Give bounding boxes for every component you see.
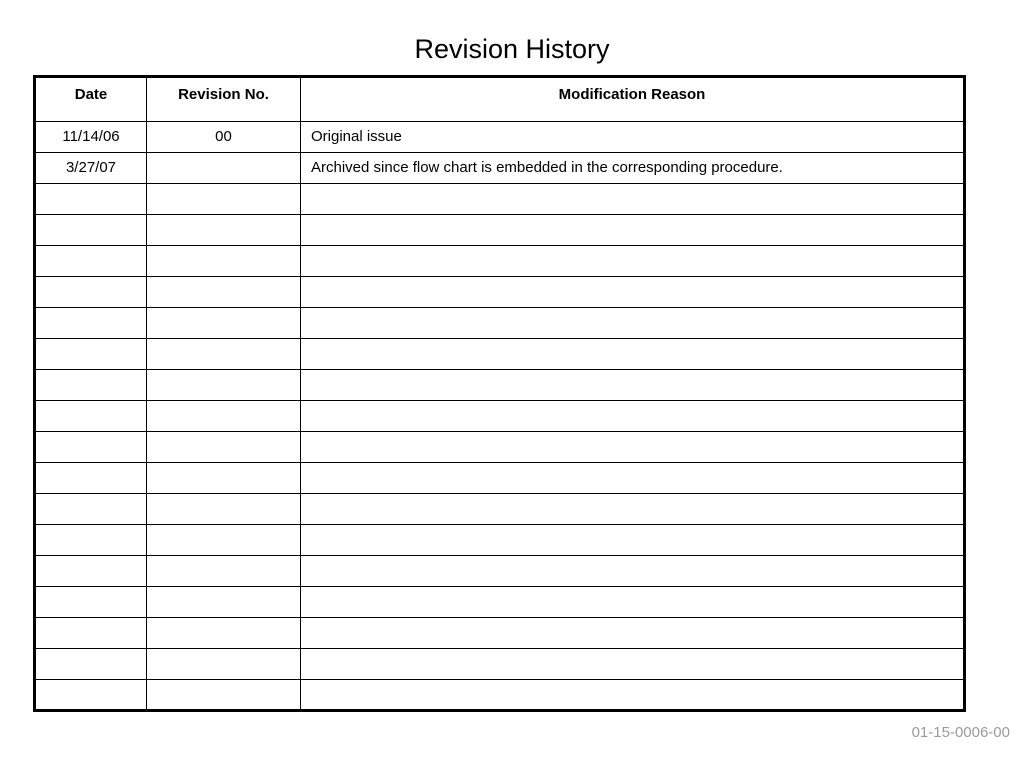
cell-date: [35, 525, 147, 556]
cell-date: [35, 277, 147, 308]
cell-date: [35, 308, 147, 339]
cell-revision-no: [147, 308, 301, 339]
cell-date: [35, 649, 147, 680]
cell-modification-reason: [301, 370, 965, 401]
table-row: [35, 308, 965, 339]
cell-modification-reason: [301, 463, 965, 494]
cell-revision-no: [147, 277, 301, 308]
table-row: [35, 525, 965, 556]
cell-revision-no: 00: [147, 122, 301, 153]
cell-modification-reason: [301, 525, 965, 556]
cell-revision-no: [147, 556, 301, 587]
table-row: [35, 432, 965, 463]
cell-modification-reason: [301, 246, 965, 277]
table-body: [35, 122, 965, 711]
cell-modification-reason: [301, 432, 965, 463]
table-row: [35, 277, 965, 308]
table-row: [35, 339, 965, 370]
cell-modification-reason: [301, 184, 965, 215]
document-number: 01-15-0006-00: [911, 724, 1010, 741]
cell-modification-reason: [301, 401, 965, 432]
header-modification-reason: Modification Reason: [301, 77, 965, 122]
cell-modification-reason: Archived since flow chart is embedded in the corresponding procedure.: [301, 153, 965, 184]
cell-modification-reason: [301, 649, 965, 680]
cell-revision-no: [147, 618, 301, 649]
cell-modification-reason: [301, 680, 965, 711]
table-row: [35, 122, 965, 153]
cell-revision-no: [147, 525, 301, 556]
cell-date: [35, 556, 147, 587]
cell-date: [35, 184, 147, 215]
cell-revision-no: [147, 432, 301, 463]
table-row: [35, 370, 965, 401]
cell-modification-reason: [301, 277, 965, 308]
cell-date: 11/14/06: [35, 122, 147, 153]
cell-date: [35, 339, 147, 370]
cell-revision-no: [147, 339, 301, 370]
cell-revision-no: [147, 153, 301, 184]
revision-history-table: [33, 75, 966, 712]
cell-modification-reason: [301, 494, 965, 525]
cell-revision-no: [147, 680, 301, 711]
table-row: [35, 153, 965, 184]
table-row: [35, 184, 965, 215]
table-row: [35, 649, 965, 680]
cell-revision-no: [147, 587, 301, 618]
page-title: Revision History: [414, 34, 610, 64]
cell-revision-no: [147, 246, 301, 277]
cell-date: [35, 432, 147, 463]
cell-modification-reason: [301, 618, 965, 649]
table-row: [35, 587, 965, 618]
cell-modification-reason: [301, 339, 965, 370]
cell-date: [35, 246, 147, 277]
cell-modification-reason: Original issue: [301, 122, 965, 153]
table-row: [35, 556, 965, 587]
cell-date: [35, 401, 147, 432]
table-row: [35, 618, 965, 649]
cell-date: [35, 494, 147, 525]
table-row: [35, 463, 965, 494]
table-row: [35, 246, 965, 277]
cell-modification-reason: [301, 215, 965, 246]
header-revision-no: Revision No.: [147, 77, 301, 122]
cell-date: 3/27/07: [35, 153, 147, 184]
cell-revision-no: [147, 494, 301, 525]
cell-date: [35, 215, 147, 246]
cell-date: [35, 618, 147, 649]
cell-modification-reason: [301, 587, 965, 618]
cell-date: [35, 587, 147, 618]
cell-modification-reason: [301, 308, 965, 339]
cell-revision-no: [147, 184, 301, 215]
cell-revision-no: [147, 649, 301, 680]
cell-revision-no: [147, 401, 301, 432]
table-header-row: [35, 77, 965, 122]
cell-revision-no: [147, 215, 301, 246]
table-row: [35, 680, 965, 711]
cell-revision-no: [147, 370, 301, 401]
cell-date: [35, 370, 147, 401]
table-row: [35, 401, 965, 432]
cell-revision-no: [147, 463, 301, 494]
header-date: Date: [35, 77, 147, 122]
table-row: [35, 215, 965, 246]
cell-date: [35, 680, 147, 711]
cell-modification-reason: [301, 556, 965, 587]
cell-date: [35, 463, 147, 494]
table-row: [35, 494, 965, 525]
